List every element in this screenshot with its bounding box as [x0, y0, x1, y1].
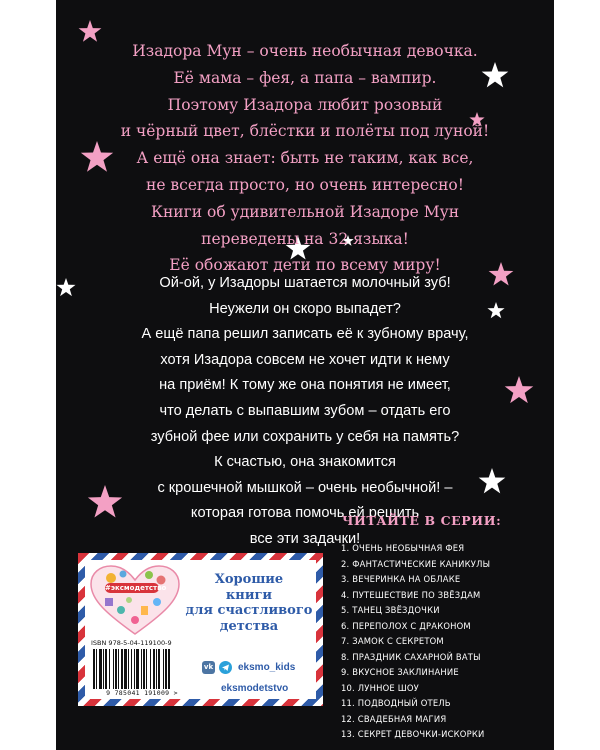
synopsis-line: которая готова помочь ей решить [190, 505, 420, 522]
isbn-label: ISBN 978-5-04-119100-9 [91, 639, 172, 647]
social-row [202, 661, 295, 674]
synopsis-line: что делать с выпавшим зубом – отдать его [159, 402, 451, 419]
series-book-item: 9. ВКУСНОЕ ЗАКЛИНАНИЕ [341, 667, 459, 677]
intro-line: Книги об удивительной Изадоре Мун [150, 202, 460, 221]
card-slogan [185, 572, 313, 634]
website-link[interactable]: eksmodetstvo [221, 683, 289, 694]
synopsis-line: Неужели он скоро выпадет? [209, 300, 401, 317]
card-slogan-line: для счастливого [185, 603, 313, 618]
card-slogan-line: Хорошие [214, 572, 284, 587]
card-slogan-line: детства [219, 618, 279, 634]
series-book-item: 10. ЛУННОЕ ШОУ [341, 682, 419, 693]
publisher-card [78, 553, 323, 706]
social-handle[interactable]: eksmo_kids [238, 662, 296, 673]
series-book-item: 5. ТАНЕЦ ЗВЁЗДОЧКИ [341, 605, 440, 615]
series-book-item: 7. ЗАМОК С СЕКРЕТОМ [341, 636, 444, 646]
synopsis-line: зубной фее или сохранить у себя на память? [150, 428, 460, 445]
publisher-card-body [85, 560, 316, 699]
series-book-item: 1. ОЧЕНЬ НЕОБЫЧНАЯ ФЕЯ [341, 543, 465, 553]
synopsis-line: А ещё папа решил записать её к зубному врачу, [141, 326, 469, 343]
series-list [341, 541, 490, 743]
card-slogan-line: книги [225, 587, 273, 603]
intro-line: Её мама – фея, а папа – вампир. [173, 68, 437, 87]
synopsis-line: все эти задачки! [249, 530, 361, 547]
barcode-number: 9 785041 191009 > [106, 689, 178, 697]
synopsis-line: Ой-ой, у Изадоры шатается молочный зуб! [159, 275, 451, 291]
series-book-item: 8. ПРАЗДНИК САХАРНОЙ ВАТЫ [341, 651, 481, 662]
intro-line: не всегда просто, но очень интересно! [146, 175, 464, 194]
intro-line: и чёрный цвет, блёстки и полёты под луной! [120, 122, 490, 141]
synopsis-line: К счастью, она знакомится [214, 454, 396, 471]
synopsis-paragraph [56, 271, 554, 553]
intro-line: Изадора Мун – очень необычная девочка. [132, 42, 478, 60]
intro-paragraph [56, 38, 554, 279]
intro-line: Поэтому Изадора любит розовый [167, 95, 443, 114]
series-book-item: 2. ФАНТАСТИЧЕСКИЕ КАНИКУЛЫ [341, 558, 491, 569]
series-book-item: 11. ПОДВОДНЫЙ ОТЕЛЬ [341, 698, 451, 708]
synopsis-line: с крошечной мышкой – очень необычной! – [157, 479, 453, 496]
series-title: ЧИТАЙТЕ В СЕРИИ: [342, 513, 502, 528]
series-book-item: 13. СЕКРЕТ ДЕВОЧКИ-ИСКОРКИ [341, 729, 485, 739]
synopsis-line: на приём! К тому же она понятия не имеет, [159, 377, 451, 394]
hashtag-label: #эксмодетство [105, 584, 167, 592]
heart-logo-icon [89, 564, 181, 636]
telegram-icon[interactable] [219, 661, 232, 674]
vk-icon[interactable]: vk [202, 661, 215, 674]
book-back-cover [56, 0, 554, 750]
intro-line: Её обожают дети по всему миру! [169, 256, 441, 275]
series-book-item: 4. ПУТЕШЕСТВИЕ ПО ЗВЁЗДАМ [341, 589, 481, 600]
intro-line: переведены на 32 языка! [201, 229, 409, 248]
synopsis-line: хотя Изадора совсем не хочет идти к нему [160, 351, 450, 368]
series-book-item: 12. СВАДЕБНАЯ МАГИЯ [341, 713, 447, 724]
series-book-item: 3. ВЕЧЕРИНКА НА ОБЛАКЕ [341, 574, 461, 584]
series-book-item: 6. ПЕРЕПОЛОХ С ДРАКОНОМ [341, 620, 471, 631]
intro-line: А ещё она знает: быть не таким, как все, [136, 149, 474, 168]
barcode-icon [91, 649, 193, 689]
